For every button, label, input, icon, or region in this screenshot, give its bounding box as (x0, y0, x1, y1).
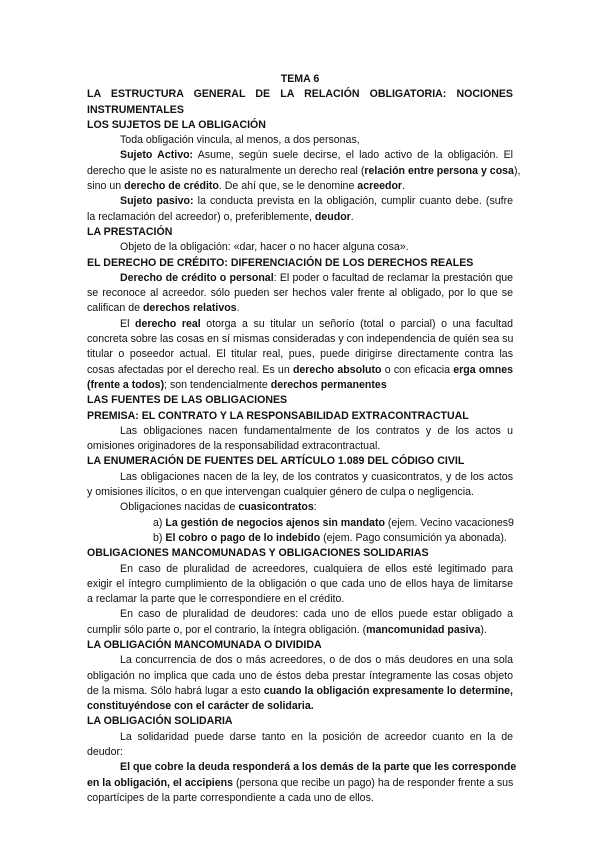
paragraph-line: Objeto de la obligación: «dar, hacer o no hacer alguna cosa». (120, 241, 409, 254)
paragraph-line: Sujeto Activo: Asume, según suele decirse, el lado activo de la obligación. El (120, 149, 513, 162)
list-item: b) El cobro o pago de lo indebido (ejem. Pago consumición ya abonada). (153, 531, 507, 544)
paragraph-line: califican de derechos relativos. (87, 302, 240, 315)
paragraph-line: cumplir sólo parte o, por el contrario, la íntegra obligación. (mancomunidad pasiva). (87, 623, 487, 636)
paragraph-line: Toda obligación vincula, al menos, a dos personas, (120, 134, 360, 147)
heading-estructura-cont: INSTRUMENTALES (87, 103, 184, 116)
paragraph-line: Las obligaciones nacen fundamentalmente de los contratos y de los actos u (120, 424, 513, 437)
paragraph-line: Sujeto pasivo: la conducta prevista en la obligación, cumplir cuanto debe. (sufre (120, 195, 514, 208)
paragraph-line: constituyéndose con el carácter de solidaria. (87, 700, 314, 713)
paragraph-line: derecho que le asiste no es naturalmente un derecho real (relación entre persona y cosa), (87, 164, 521, 177)
paragraph-line: En caso de pluralidad de deudores: cada uno de ellos puede estar obligado a (120, 608, 513, 621)
paragraph-line: titular o poseedor actual. El titular real, pues, puede dirigirse directamente contra las (87, 348, 513, 361)
paragraph-line: obligación no implica que cada uno de éstos deba prestar íntegramente las cosas objeto (87, 669, 513, 682)
paragraph-line: de la misma. Sólo habrá lugar a esto cuando la obligación expresamente lo determine, (87, 684, 513, 697)
term-sujeto-activo: Sujeto Activo: (120, 149, 194, 162)
heading-enumeracion: LA ENUMERACIÓN DE FUENTES DEL ARTÍCULO 1.089 DEL CÓDIGO CIVIL (87, 455, 465, 468)
paragraph-line: omisiones originadores de la responsabilidad extracontractual. (87, 440, 381, 453)
heading-premisa: PREMISA: EL CONTRATO Y LA RESPONSABILIDAD EXTRACONTRACTUAL (87, 409, 469, 422)
heading-solidaria: LA OBLIGACIÓN SOLIDARIA (87, 715, 233, 728)
heading-derecho-credito: EL DERECHO DE CRÉDITO: DIFERENCIACIÓN DE LOS DERECHOS REALES (87, 256, 474, 269)
heading-dividida: LA OBLIGACIÓN MANCOMUNADA O DIVIDIDA (87, 638, 322, 651)
paragraph-line: El derecho real otorga a su titular un señorío (total o parcial) o una facultad (120, 317, 513, 330)
paragraph-line: y omisiones ilícitos, o en que intervengan cualquier género de culpa o negligencia. (87, 486, 474, 499)
paragraph-line: La concurrencia de dos o más acreedores, o de dos o más deudores en una sola (120, 654, 513, 667)
paragraph-line: a reclamar la parte que le correspondiere en el crédito. (87, 593, 345, 606)
paragraph-line: En caso de pluralidad de acreedores, cualquiera de ellos esté legitimado para (120, 562, 513, 575)
paragraph-line: Las obligaciones nacen de la ley, de los contratos y cuasicontratos, y de los actos (120, 470, 513, 483)
paragraph-line: la reclamación del acreedor) o, preferiblemente, deudor. (87, 210, 354, 223)
paragraph-line: sino un derecho de crédito. De ahí que, se le denomine acreedor. (87, 180, 406, 193)
paragraph-line: deudor: (87, 746, 123, 759)
paragraph-line: se reconoce al acreedor. sólo pueden ser hechos valer frente al obligado, por lo que se (87, 287, 513, 300)
paragraph-line: La solidaridad puede darse tanto en la posición de acreedor cuanto en la de (120, 730, 513, 743)
paragraph-line: concreta sobre las cosas en sí mismas consideradas y con independencia de quién sea su (87, 333, 514, 346)
paragraph-line: exigir el íntegro cumplimiento de la obligación o que cada uno de ellos haya de limitarse (87, 577, 513, 590)
heading-sujetos: LOS SUJETOS DE LA OBLIGACIÓN (87, 118, 266, 131)
term-sujeto-pasivo: Sujeto pasivo: (120, 195, 194, 208)
paragraph-line: copartícipes de la parte correspondiente a cada uno de ellos. (87, 791, 374, 804)
doc-title: TEMA 6 (280, 73, 320, 85)
paragraph-line: (frente a todos); son tendencialmente derechos permanentes (87, 378, 387, 391)
list-item: a) La gestión de negocios ajenos sin mandato (ejem. Vecino vacaciones9 (153, 516, 514, 529)
paragraph-line: El que cobre la deuda responderá a los demás de la parte que les corresponde (120, 761, 517, 774)
paragraph-line: en la obligación, el accipiens (persona que recibe un pago) ha de responder frente a sus (87, 776, 514, 789)
paragraph-line: Derecho de crédito o personal: El poder o facultad de reclamar la prestación que (120, 271, 513, 284)
heading-fuentes: LAS FUENTES DE LAS OBLIGACIONES (87, 394, 288, 407)
paragraph-line: Obligaciones nacidas de cuasicontratos: (120, 501, 317, 514)
heading-prestacion: LA PRESTACIÓN (87, 225, 173, 238)
heading-mancomunadas: OBLIGACIONES MANCOMUNADAS Y OBLIGACIONES SOLIDARIAS (87, 547, 429, 560)
paragraph-line: cosas afectadas por el derecho real. Es un derecho absoluto o con eficacia erga omnes (87, 363, 514, 376)
heading-estructura: LA ESTRUCTURA GENERAL DE LA RELACIÓN OBLIGATORIA: NOCIONES (87, 88, 513, 101)
